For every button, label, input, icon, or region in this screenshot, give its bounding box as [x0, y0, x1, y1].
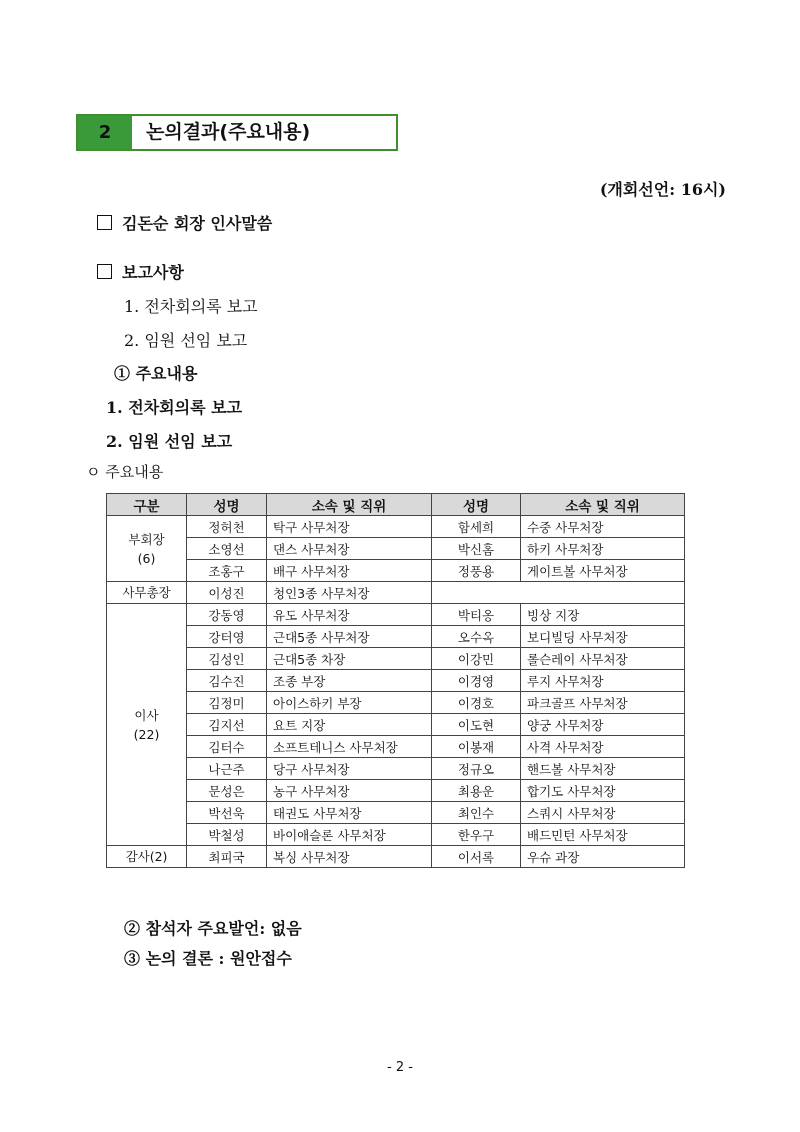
cell-position: 근대5종 사무처장 [267, 626, 432, 648]
table-row [107, 846, 685, 868]
cell-position: 요트 지장 [267, 714, 432, 736]
section-header [76, 114, 398, 151]
cell-position: 스쿼시 사무처장 [521, 802, 685, 824]
cell-name: 정규오 [432, 758, 521, 780]
cell-name: 박선욱 [187, 802, 267, 824]
section-number: 2 [78, 116, 132, 149]
cell-name: 강터영 [187, 626, 267, 648]
cell-position: 합기도 사무처장 [521, 780, 685, 802]
cell-name: 김정미 [187, 692, 267, 714]
header-cell: 구분 [107, 494, 187, 516]
table-row [107, 670, 685, 692]
cell-position: 근대5종 차장 [267, 648, 432, 670]
cell-position: 양궁 사무처장 [521, 714, 685, 736]
checkbox-square-icon [97, 215, 112, 230]
cell-position: 조종 부장 [267, 670, 432, 692]
cell-name: 박신홈 [432, 538, 521, 560]
table-row [107, 582, 685, 604]
table-row [107, 560, 685, 582]
cell-name: 김터수 [187, 736, 267, 758]
cell-name: 강동영 [187, 604, 267, 626]
opening-time: (개회선언: 16시) [599, 180, 726, 199]
table-row [107, 538, 685, 560]
cell-position: 태권도 사무처장 [267, 802, 432, 824]
cell-position: 우슈 과장 [521, 846, 685, 868]
section-title: 논의결과(주요내용) [146, 121, 311, 143]
cell-position: 배구 사무처장 [267, 560, 432, 582]
cell-name: 문성은 [187, 780, 267, 802]
cell-name: 오수옥 [432, 626, 521, 648]
cell-position: 바이애슬론 사무처장 [267, 824, 432, 846]
cell-position: 아이스하키 부장 [267, 692, 432, 714]
table-row [107, 692, 685, 714]
table-row [107, 736, 685, 758]
agenda-greeting-text: 김돈순 회장 인사말씀 [122, 214, 273, 233]
report-item: 1. 전차회의록 보고 [124, 297, 258, 316]
cell-name: 정풍용 [432, 560, 521, 582]
cell-position: 청인3종 사무처장 [267, 582, 432, 604]
cell-position: 핸드볼 사무처장 [521, 758, 685, 780]
cell-name: 이서록 [432, 846, 521, 868]
cell-name: 최피국 [187, 846, 267, 868]
table-row [107, 648, 685, 670]
remarks: ② 참석자 주요발언: 없음 [124, 919, 302, 938]
cell-name: 이성진 [187, 582, 267, 604]
cell-name: 조홍구 [187, 560, 267, 582]
cell-name: 한우구 [432, 824, 521, 846]
empty-cell [432, 582, 685, 604]
table-row [107, 758, 685, 780]
main-item: 2. 임원 선임 보고 [106, 432, 233, 451]
cell-position: 사격 사무처장 [521, 736, 685, 758]
group-director [107, 604, 187, 846]
report-item: 2. 임원 선임 보고 [124, 331, 248, 350]
cell-name: 정허천 [187, 516, 267, 538]
table-row [107, 714, 685, 736]
cell-position: 보디빌딩 사무처장 [521, 626, 685, 648]
agenda-report-heading [97, 260, 184, 283]
cell-position: 롤슨레이 사무처장 [521, 648, 685, 670]
cell-position: 농구 사무처장 [267, 780, 432, 802]
cell-name: 이강민 [432, 648, 521, 670]
page-number: - 2 - [387, 1060, 413, 1075]
cell-name: 함세희 [432, 516, 521, 538]
cell-name: 김성인 [187, 648, 267, 670]
checkbox-square-icon [97, 264, 112, 279]
table-row [107, 516, 685, 538]
cell-position: 댄스 사무처장 [267, 538, 432, 560]
conclusion: ③ 논의 결론 : 원안접수 [124, 949, 292, 968]
cell-name: 나근주 [187, 758, 267, 780]
cell-position: 당구 사무처장 [267, 758, 432, 780]
cell-name: 최용운 [432, 780, 521, 802]
roster-table [106, 493, 685, 868]
cell-position: 루지 사무처장 [521, 670, 685, 692]
main-item: 1. 전차회의록 보고 [106, 398, 243, 417]
bullet-heading: ㅇ 주요내용 [86, 463, 164, 481]
cell-position: 탁구 사무처장 [267, 516, 432, 538]
cell-position: 게이트볼 사무처장 [521, 560, 685, 582]
cell-position: 복싱 사무처장 [267, 846, 432, 868]
cell-name: 김지선 [187, 714, 267, 736]
header-cell: 성명 [187, 494, 267, 516]
cell-name: 박티옹 [432, 604, 521, 626]
cell-position: 배드민턴 사무처장 [521, 824, 685, 846]
cell-name: 김수진 [187, 670, 267, 692]
header-cell: 성명 [432, 494, 521, 516]
header-cell: 소속 및 직위 [521, 494, 685, 516]
cell-position: 빙상 지장 [521, 604, 685, 626]
group-count: (6) [137, 550, 156, 566]
cell-position: 소프트테니스 사무처장 [267, 736, 432, 758]
group-auditor: 감사(2) [107, 846, 187, 868]
cell-name: 소영선 [187, 538, 267, 560]
cell-name: 박철성 [187, 824, 267, 846]
group-label: 이사 [134, 707, 159, 723]
cell-position: 수중 사무처장 [521, 516, 685, 538]
agenda-report-heading-text: 보고사항 [122, 263, 184, 282]
table-row [107, 780, 685, 802]
header-cell: 소속 및 직위 [267, 494, 432, 516]
cell-position: 유도 사무처장 [267, 604, 432, 626]
cell-name: 이경영 [432, 670, 521, 692]
group-count: (22) [133, 726, 160, 742]
table-row [107, 824, 685, 846]
group-vice-president [107, 516, 187, 582]
cell-name: 이도현 [432, 714, 521, 736]
table-row [107, 604, 685, 626]
group-label: 부회장 [128, 531, 165, 547]
group-secretary-general: 사무총장 [107, 582, 187, 604]
agenda-greeting [97, 211, 272, 234]
table-row [107, 802, 685, 824]
cell-name: 최인수 [432, 802, 521, 824]
cell-name: 이봉재 [432, 736, 521, 758]
cell-name: 이경호 [432, 692, 521, 714]
cell-position: 하키 사무처장 [521, 538, 685, 560]
cell-position: 파크골프 사무처장 [521, 692, 685, 714]
main-heading: ① 주요내용 [114, 364, 198, 383]
table-row [107, 626, 685, 648]
table-header-row [107, 494, 685, 516]
